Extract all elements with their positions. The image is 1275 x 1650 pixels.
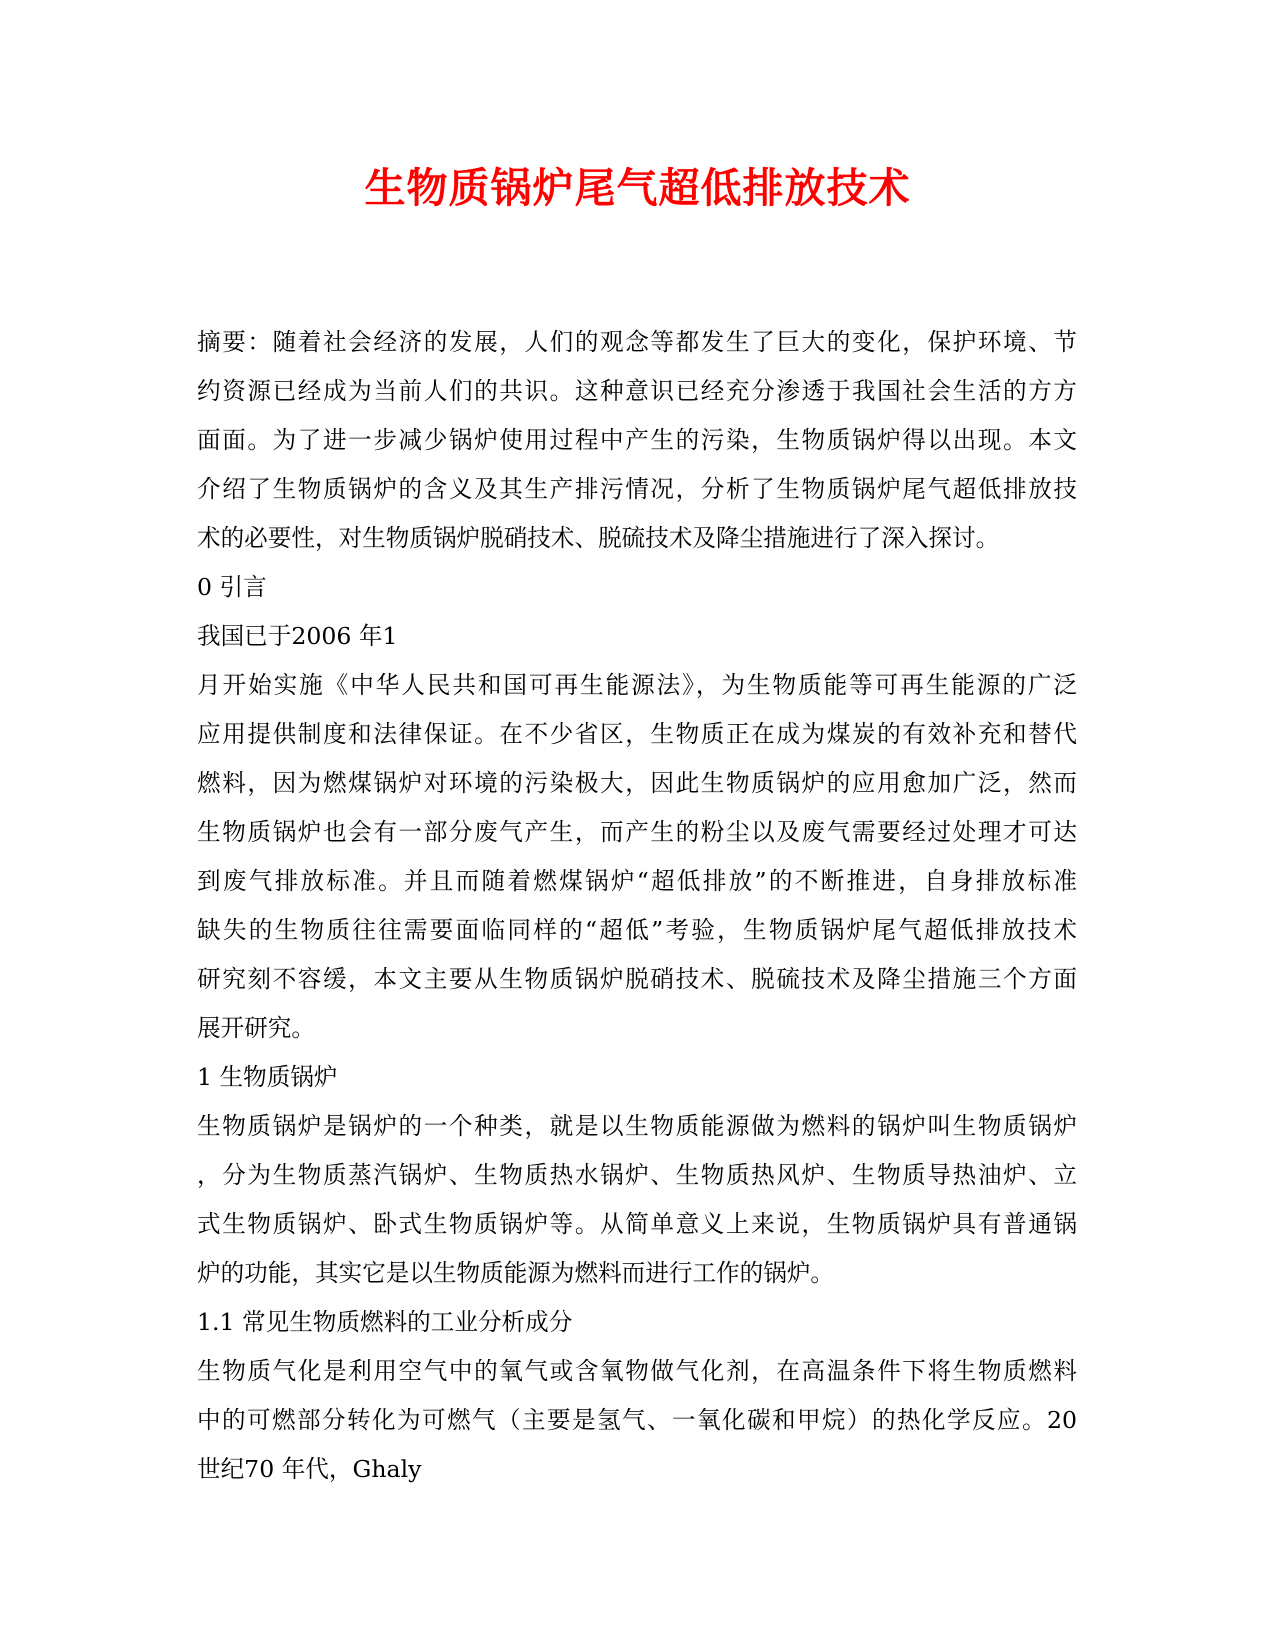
paragraph-line: 1 生物质锅炉 <box>197 1063 338 1091</box>
paragraph-line: 中的可燃部分转化为可燃气（主要是氢气、一氧化碳和甲烷）的热化学反应。20 <box>197 1406 1077 1434</box>
paragraph-line: 缺失的生物质往往需要面临同样的“超低”考验，生物质锅炉尾气超低排放技术 <box>197 916 1077 944</box>
paragraph-line: 摘要：随着社会经济的发展，人们的观念等都发生了巨大的变化，保护环境、节 <box>197 328 1077 356</box>
paragraph-line: 0 引言 <box>197 573 267 601</box>
paragraph-line: 1.1 常见生物质燃料的工业分析成分 <box>197 1308 573 1336</box>
paragraph-line: 世纪70 年代，Ghaly <box>197 1455 422 1483</box>
paragraph-line: 展开研究。 <box>197 1014 315 1042</box>
paragraph-line: 炉的功能，其实它是以生物质能源为燃料而进行工作的锅炉。 <box>197 1259 835 1287</box>
paragraph-line: 我国已于2006 年1 <box>197 622 398 650</box>
paragraph-line: 生物质锅炉也会有一部分废气产生，而产生的粉尘以及废气需要经过处理才可达 <box>197 818 1077 846</box>
paragraph-line: 生物质锅炉是锅炉的一个种类，就是以生物质能源做为燃料的锅炉叫生物质锅炉 <box>197 1112 1077 1140</box>
document-body <box>197 318 1077 1494</box>
document-title: 生物质锅炉尾气超低排放技术 <box>364 164 911 212</box>
paragraph-line: 到废气排放标准。并且而随着燃煤锅炉“超低排放”的不断推进，自身排放标准 <box>197 867 1077 895</box>
paragraph-line: 月开始实施《中华人民共和国可再生能源法》，为生物质能等可再生能源的广泛 <box>197 671 1077 699</box>
paragraph-line: 面面。为了进一步减少锅炉使用过程中产生的污染，生物质锅炉得以出现。本文 <box>197 426 1077 454</box>
paragraph-line: 术的必要性，对生物质锅炉脱硝技术、脱硫技术及降尘措施进行了深入探讨。 <box>197 524 1000 552</box>
paragraph-line: 生物质气化是利用空气中的氧气或含氧物做气化剂，在高温条件下将生物质燃料 <box>197 1357 1077 1385</box>
paragraph-line: 式生物质锅炉、卧式生物质锅炉等。从简单意义上来说，生物质锅炉具有普通锅 <box>197 1210 1077 1238</box>
paragraph-line: 燃料，因为燃煤锅炉对环境的污染极大，因此生物质锅炉的应用愈加广泛，然而 <box>197 769 1077 797</box>
paragraph-line: ，分为生物质蒸汽锅炉、生物质热水锅炉、生物质热风炉、生物质导热油炉、立 <box>197 1161 1077 1189</box>
paragraph-line: 介绍了生物质锅炉的含义及其生产排污情况，分析了生物质锅炉尾气超低排放技 <box>197 475 1077 503</box>
paragraph-line: 研究刻不容缓，本文主要从生物质锅炉脱硝技术、脱硫技术及降尘措施三个方面 <box>197 965 1077 993</box>
paragraph-line: 约资源已经成为当前人们的共识。这种意识已经充分渗透于我国社会生活的方方 <box>197 377 1077 405</box>
paragraph-line: 应用提供制度和法律保证。在不少省区，生物质正在成为煤炭的有效补充和替代 <box>197 720 1077 748</box>
